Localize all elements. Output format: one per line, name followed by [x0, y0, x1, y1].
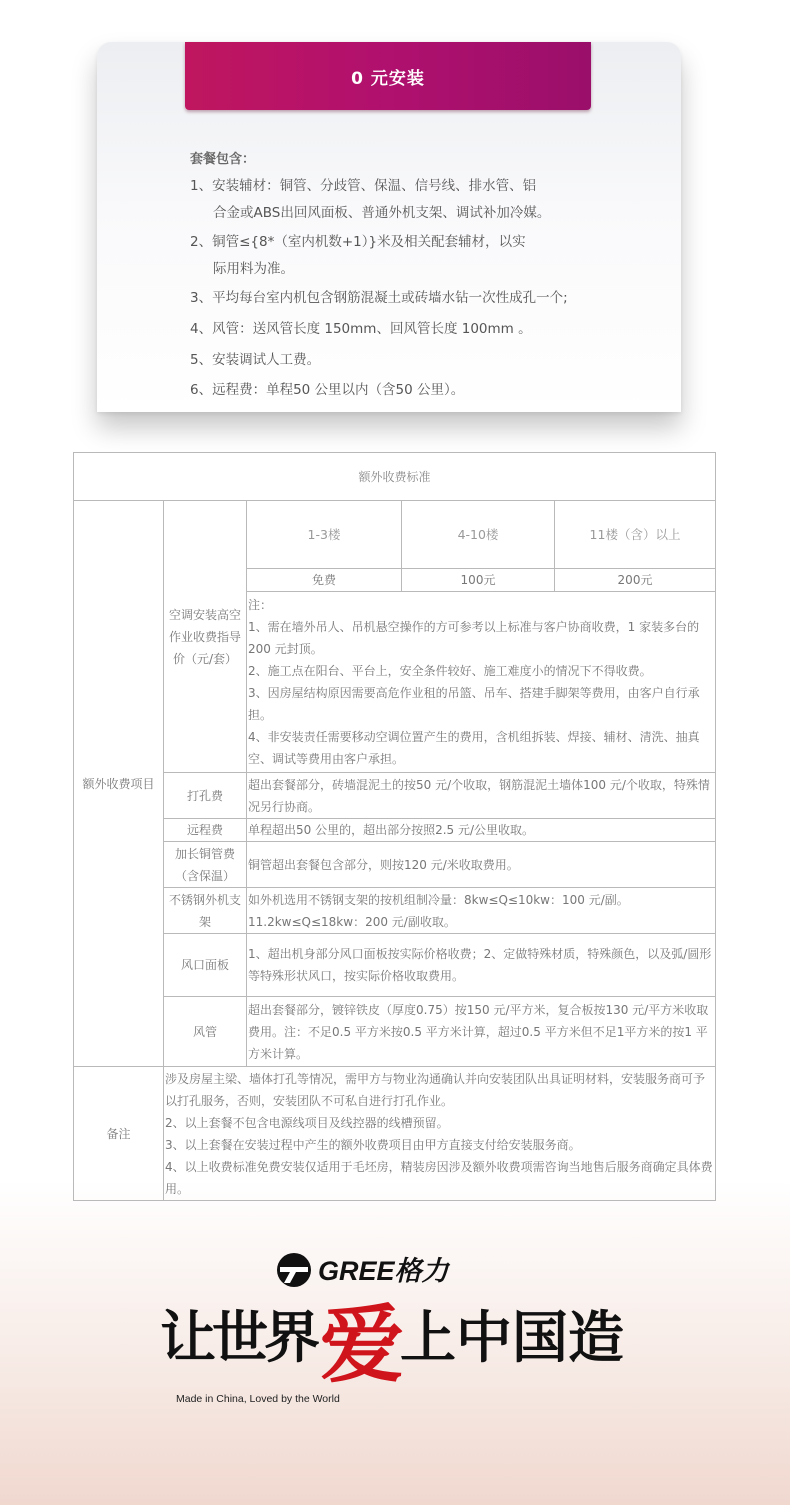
extra-charges-table	[73, 452, 716, 1201]
fee-label-duct: 风管	[164, 997, 247, 1067]
floor-1-3: 1-3楼	[247, 501, 402, 569]
package-item-5: 5、安装调试人工费。	[190, 352, 321, 368]
slogan-tagline: Made in China, Loved by the World	[176, 1393, 340, 1405]
gree-wordmark: GREE格力	[318, 1256, 449, 1286]
price-1-3: 免费	[247, 569, 402, 592]
package-item-3: 3、平均每台室内机包含钢筋混凝土或砖墙水钻一次性成孔一个;	[190, 290, 568, 306]
high-altitude-notes: 注： 1、需在墙外吊人、吊机悬空操作的方可参考以上标准与客户协商收费，1 家装多台的200 元封顶。 2、施工点在阳台、平台上，安全条件较好、施工难度小的情况下不得收费。 3、因房屋结构原因需要高危作业租的吊篮、吊车、搭建手脚架等费用，由客户自行承担。 4、非安装责任需要移动空调位置产生的费用，含机组拆装、焊接、辅材、清洗、抽真空、调试等费用由客户承担。	[247, 592, 716, 773]
floor-4-10: 4-10楼	[402, 501, 555, 569]
fee-text-vent-panel: 1、超出机身部分风口面板按实际价格收费；2、定做特殊材质，特殊颜色，以及弧/圆形等特殊形状风口，按实际价格收取费用。	[247, 934, 716, 997]
package-title: 套餐包含：	[190, 152, 256, 167]
price-4-10: 100元	[402, 569, 555, 592]
fee-text-steel-bracket: 如外机选用不锈钢支架的按机组制冷量：8kw≤Q≤10kw：100 元/副。11.2kw≤Q≤18kw：200 元/副收取。	[247, 888, 716, 934]
fee-text-drilling: 超出套餐部分，砖墙混泥土的按50 元/个收取，钢筋混泥土墙体100 元/个收取，特殊情况另行协商。	[247, 773, 716, 819]
package-item-6: 6、远程费：单程50 公里以内（含50 公里）。	[190, 382, 465, 398]
fee-label-drilling: 打孔费	[164, 773, 247, 819]
package-item-1: 1、安装辅材：铜管、分歧管、保温、信号线、排水管、铝 合金或ABS出回风面板、普通外机支架、调试补加冷媒。	[190, 178, 551, 221]
fee-label-steel-bracket: 不锈钢外机支架	[164, 888, 247, 934]
slogan: 让 世 界 爱 上 中 国 造	[160, 1295, 624, 1394]
fee-text-duct: 超出套餐部分，镀锌铁皮（厚度0.75）按150 元/平方米，复合板按130 元/平方米收取费用。注：不足0.5 平方米按0.5 平方米计算，超过0.5 平方米但不足1平方米的按1 平方米计算。	[247, 997, 716, 1067]
fee-label-distance: 远程费	[164, 819, 247, 842]
fee-text-copper-pipe: 铜管超出套餐包含部分，则按120 元/米收取费用。	[247, 842, 716, 888]
package-item-4: 4、风管：送风管长度 150mm、回风管长度 100mm 。	[190, 321, 532, 337]
free-install-banner: 0 元安装	[185, 42, 591, 110]
table-title: 额外收费标准	[74, 453, 716, 501]
high-altitude-label: 空调安装高空作业收费指导价（元/套）	[164, 501, 247, 773]
slogan-love-char: 爱	[320, 1295, 405, 1394]
gree-logo	[274, 1250, 496, 1290]
fee-label-copper-pipe: 加长铜管费（含保温）	[164, 842, 247, 888]
package-item-2: 2、铜管≤{8*（室内机数+1）}米及相关配套辅材，以实 际用料为准。	[190, 234, 526, 277]
fee-text-distance: 单程超出50 公里的，超出部分按照2.5 元/公里收取。	[247, 819, 716, 842]
remarks-label: 备注	[74, 1067, 164, 1201]
price-11-plus: 200元	[555, 569, 716, 592]
fee-label-vent-panel: 风口面板	[164, 934, 247, 997]
package-card	[97, 42, 681, 412]
section-label: 额外收费项目	[74, 501, 164, 1067]
gree-emblem-icon	[277, 1253, 311, 1287]
remarks-text: 涉及房屋主梁、墙体打孔等情况，需甲方与物业沟通确认并向安装团队出具证明材料，安装服务商可予以打孔服务，否则，安装团队不可私自进行打孔作业。 2、以上套餐不包含电源线项目及线控器的线槽预留。 3、以上套餐在安装过程中产生的额外收费项目由甲方直接支付给安装服务商。 4、以上收费标准免费安装仅适用于毛坯房，精装房因涉及额外收费项需咨询当地售后服务商确定具体费用。	[164, 1067, 716, 1201]
floor-11-plus: 11楼（含）以上	[555, 501, 716, 569]
